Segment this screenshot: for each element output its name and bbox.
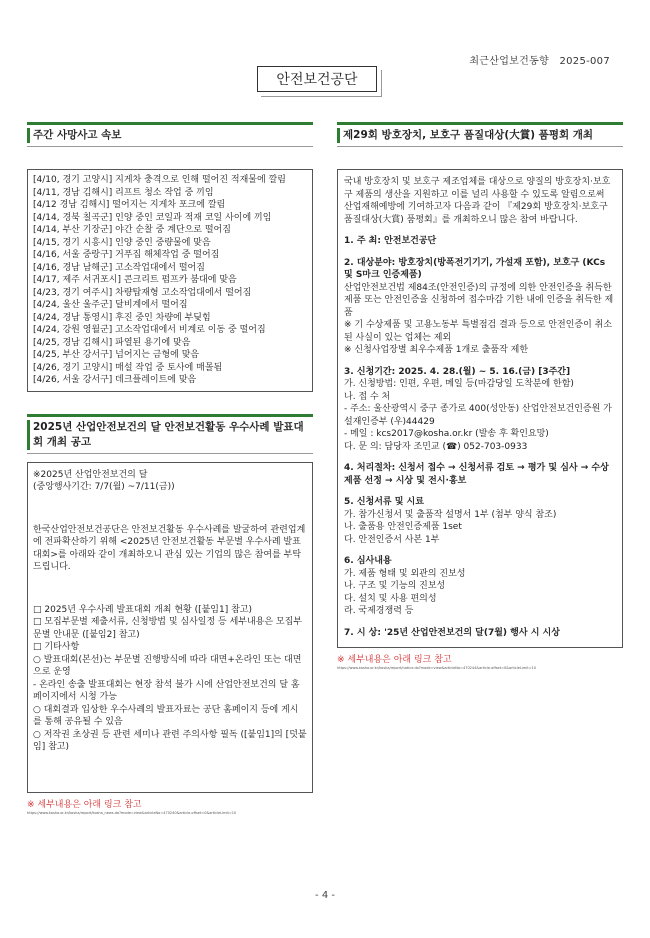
contest-link-url[interactable]: https://www.kosha.or.kr/kosha/report/kosha_news.do?mode=view&articleNo=470240&article.offset=0&articleLimit=10 (27, 810, 237, 815)
accidents-box (27, 169, 313, 392)
award-s3-b: 나. 접 수 처 (344, 391, 391, 402)
award-link-label: ※ 세부내용은 아래 링크 참고 (337, 655, 452, 665)
accident-item: [4/11, 경남 김해시] 리프트 청소 작업 중 끼임 (33, 187, 214, 198)
contest-body: 한국산업안전보건공단은 안전보건활동 우수사례를 발굴하여 관련업계에 전파확산하기 위해 <2025년 안전보건활동 부문별 우수사례 발표대회>를 아래와 같이 개최하오니 관심 있는 기업의 많은 참여를 부탁드립니다. (33, 524, 306, 572)
accident-item: [4/15, 경기 시흥시] 인양 중인 중량물에 맞음 (33, 237, 211, 248)
accident-item: [4/24, 울산 울주군] 달비계에서 떨어짐 (33, 300, 188, 310)
award-s3-c: 다. 문 의: 담당자 조민교 (☎) 052-703-0933 (344, 441, 528, 452)
left-column (27, 122, 313, 815)
award-s3-a: 가. 신청방법: 인편, 우편, 메일 등(마감당일 도착분에 한함) (344, 379, 574, 389)
accident-item: [4/23, 경기 여주시] 차량탑재형 고소작업대에서 떨어짐 (33, 287, 252, 298)
header-doc-label (469, 52, 610, 67)
contest-heading-text: 2025년 산업안전보건의 달 안전보건활동 우수사례 발표대회 개최 공고 (33, 420, 304, 448)
accident-item: [4/17, 제주 서귀포시] 콘크리트 펌프카 붐대에 맞음 (33, 275, 237, 285)
accidents-heading-text: 주간 사망사고 속보 (33, 129, 122, 141)
accidents-heading (27, 122, 313, 149)
award-s6-d: 라. 국제경쟁력 등 (344, 606, 414, 616)
award-s6-c: 다. 설치 및 사용 편의성 (344, 593, 437, 604)
award-s5-a: 가. 참가신청서 및 출품작 설명서 1부 (첨부 양식 참조) (344, 509, 557, 520)
accident-item: [4/16, 경남 남해군] 고소작업대에서 떨어짐 (33, 262, 205, 273)
award-link-url[interactable]: https://www.kosha.or.kr/kosha/report/notice.do?mode=view&articleNo=470244&article.offset=0&articleLimit=10 (337, 666, 537, 670)
award-s3-mail: - 메일 : kcs2017@kosha.or.kr (발송 후 확인요망) (344, 429, 549, 439)
contest-item: ○ 대회결과 입상한 우수사례의 발표자료는 공단 홈페이지 등에 게시를 통해 공유될 수 있음 (33, 704, 299, 727)
contest-box (27, 462, 313, 793)
org-title-box (257, 66, 377, 92)
contest-intro-1: ※2025년 산업안전보건의 달 (33, 469, 148, 480)
contest-item: ○ 저작권 초상권 등 관련 세미나 관련 주의사항 필독 ([붙임1]의 [덧붙임] 참고) (33, 729, 307, 752)
accident-item: [4/26, 경기 고양시] 매설 작업 중 토사에 매몰됨 (33, 362, 223, 373)
award-heading (337, 122, 623, 149)
award-s2-title: 2. 대상분야: 방호장치(방폭전기기기, 가설재 포함), 보호구 (KCs 및 S마크 인증제품) (344, 257, 606, 280)
award-s4: 4. 처리절차: 신청서 접수 → 신청서류 검토 → 평가 및 심사 → 수상제품 선정 → 시상 및 전시·홍보 (344, 463, 609, 486)
accident-item: [4/24, 경남 통영시] 후진 중인 차량에 부딪힘 (33, 312, 211, 323)
award-s3-addr: - 주소: 울산광역시 중구 종가로 400(성안동) 산업안전보건인증원 가설재인증부 (우)44429 (344, 404, 612, 427)
accident-item: [4/14, 부산 기장군] 야간 순찰 중 계단으로 떨어짐 (33, 225, 231, 235)
award-s2-body: 산업안전보건법 제84조(안전인증)의 규정에 의한 안전인증을 취득한 제품 또는 안전인증을 신청하여 접수마감 기한 내에 인증을 취득한 제품 (344, 282, 614, 318)
award-s5-c: 다. 안전인증서 사본 1부 (344, 534, 440, 545)
accident-item: [4/10, 경기 고양시] 지게차 충격으로 인해 떨어진 적재물에 깔림 (33, 175, 286, 185)
award-s1: 1. 주 최: 안전보건공단 (344, 236, 437, 246)
contest-heading (27, 414, 313, 456)
award-s5-b: 나. 출품용 안전인증제품 1set (344, 522, 462, 532)
award-s6-a: 가. 제품 형태 및 외관의 진보성 (344, 568, 466, 579)
contest-item: □ 2025년 우수사례 발표대회 개최 현황 ([붙임1] 참고) (33, 604, 253, 615)
accident-item: [4/24, 강원 영월군] 고소작업대에서 비계로 이동 중 떨어짐 (33, 325, 266, 335)
accident-item: [4/26, 서울 강서구] 데크플레이트에 맞음 (33, 375, 197, 385)
org-title: 안전보건공단 (276, 72, 358, 88)
contest-item: □ 기타사항 (33, 642, 80, 652)
accident-item: [4/12 경남 김해시] 떨어지는 지게차 포크에 깔림 (33, 200, 226, 210)
award-s5-title: 5. 신청서류 및 시료 (344, 497, 424, 507)
award-s7: 7. 시 상: '25년 산업안전보건의 달(7월) 행사 시 시상 (344, 627, 560, 638)
award-s2-note1: ※ 기 수상제품 및 고용노동부 특별점검 결과 등으로 안전인증이 취소된 사실이 있는 업체는 제외 (344, 320, 613, 343)
accident-item: [4/25, 부산 강서구] 넘어지는 금형에 맞음 (33, 350, 200, 360)
contest-item: □ 모집부문별 제출서류, 신청방법 및 심사일정 등 세부내용은 모집부문별 안내문 ([붙임2] 참고) (33, 617, 302, 640)
award-s3-title: 3. 신청기간: 2025. 4. 28.(월) ~ 5. 16.(금) [3주간] (344, 366, 571, 377)
doc-number: 2025-007 (559, 56, 610, 67)
award-s6-b: 나. 구조 및 기능의 진보성 (344, 581, 446, 591)
accident-item: [4/25, 경남 김해시] 파열된 용기에 맞음 (33, 337, 191, 348)
contest-intro-2: (중앙행사기간: 7/7(월) ~7/11(금)) (33, 482, 175, 492)
right-column (337, 122, 623, 670)
doc-label: 최근산업보건동향 (469, 56, 550, 67)
award-intro: 국내 방호장치 및 보호구 제조업체를 대상으로 양질의 방호장치·보호구 제품의 생산을 지원하고 이를 널리 사용할 수 있도록 알림으로써 산업재해예방에 기여하고자 다음과 같이 『제29회 방호장치·보호구 품질대상(大賞) 품평회』를 개최하오니 많은 참여 바랍니다. (344, 177, 611, 225)
contest-item: ○ 발표대회(본선)는 부문별 진행방식에 따라 대면+온라인 또는 대면으로 운영 (33, 654, 302, 677)
award-heading-text: 제29회 방호장치, 보호구 품질대상(大賞) 품평회 개최 (343, 129, 594, 141)
accident-item: [4/16, 서울 중랑구] 거푸집 해체작업 중 떨어짐 (33, 250, 220, 260)
contest-item: - 온라인 송출 발표대회는 현장 참석 불가 시에 산업안전보건의 달 홈페이지에서 시청 가능 (33, 679, 300, 702)
accident-item: [4/14, 경북 칠곡군] 인양 중인 코일과 적재 코일 사이에 끼임 (33, 212, 272, 223)
award-box (337, 169, 623, 648)
award-s6-title: 6. 심사내용 (344, 556, 392, 566)
contest-link-label: ※ 세부내용은 아래 링크 참고 (27, 799, 142, 810)
award-s2-note2: ※ 신청사업장별 최우수제품 1개로 출품작 제한 (344, 345, 529, 355)
page-number: - 4 - (315, 890, 335, 901)
